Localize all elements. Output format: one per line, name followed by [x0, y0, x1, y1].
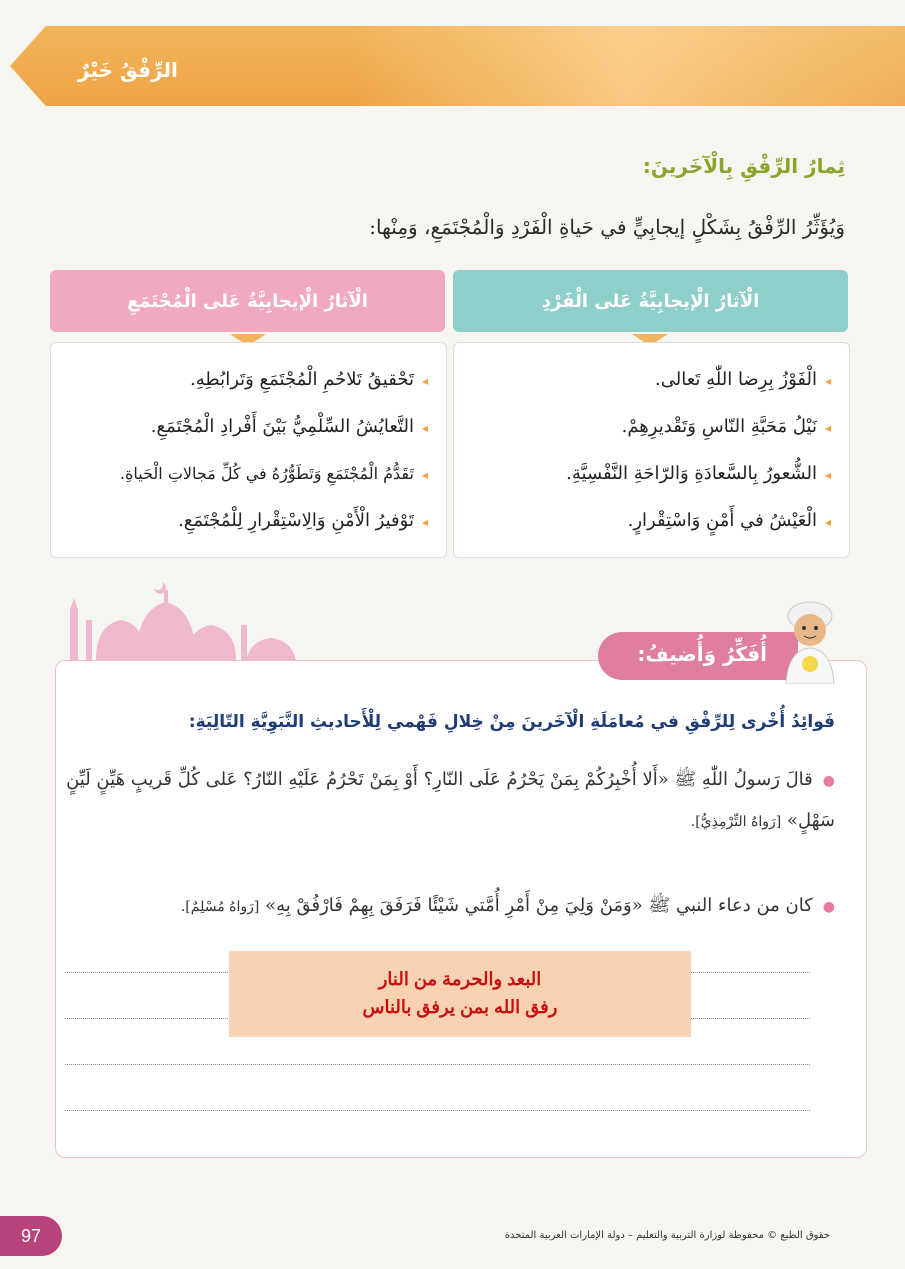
answer-text-2: رفق الله بمن يرفق بالناس [362, 997, 558, 1017]
answer-text-1: البعد والحرمة من النار [378, 969, 542, 989]
answer-box[interactable] [229, 951, 691, 1037]
individual-heading [453, 270, 848, 332]
bullet-icon: ◂ [421, 421, 428, 435]
bullet-icon: ◂ [824, 515, 831, 529]
bullet-icon: ◂ [824, 374, 831, 388]
list-item: ◂الْفَوْزُ بِرِضا اللّٰهِ تَعالى. [655, 369, 831, 390]
list-item: ◂الْعَيْشُ في أَمْنٍ وَاسْتِقْرارٍ. [627, 510, 831, 531]
copyright-note: حقوق الطبع © محفوظة لوزارة التربية والتعليم – دولة الإمارات العربية المتحدة [504, 1230, 830, 1241]
bullet-icon: ◂ [421, 515, 428, 529]
bullet-icon: ◂ [824, 421, 831, 435]
list-item: ◂الشُّعورُ بِالسَّعادَةِ وَالرّاحَةِ النَّفْسِيَّةِ. [566, 463, 831, 484]
society-box [50, 342, 447, 558]
bullet-icon: ● [822, 773, 835, 789]
page-number: 97 [0, 1216, 62, 1256]
individual-box [453, 342, 850, 558]
list-item: ◂تَقَدُّمُ الْمُجْتَمَعِ وَتَطَوُّرُهُ في كُلِّ مَجالاتِ الْحَياةِ. [119, 464, 428, 483]
hadith-1: ●قالَ رَسولُ اللّٰهِ ﷺ «أَلا أُخْبِرُكُمْ بِمَنْ يَحْرُمُ عَلَى النّارِ؟ أَوْ بِمَنْ تَحْرُمُ عَلَيْهِ النّارُ؟ عَلى كُلِّ قَريبٍ هَيِّنٍ لَيِّنٍ سَهْلٍ» [رَواهُ التِّرْمِذِيُّ]. [66, 769, 835, 831]
list-item: ◂تَحْقيقُ تَلاحُمِ الْمُجْتَمَعِ وَتَرابُطِهِ. [190, 369, 428, 390]
list-item: ◂التَّعايُشُ السِّلْمِيُّ بَيْنَ أَفْرادِ الْمُجْتَمَعِ. [150, 416, 428, 437]
answer-line [65, 1064, 810, 1065]
think-title: أُفَكِّرُ وَأُضيفُ: [637, 642, 767, 666]
bullet-icon: ◂ [421, 468, 428, 482]
section-title: ثِمارُ الرِّفْقِ بِالْآخَرينَ: [642, 154, 845, 178]
bullet-icon: ◂ [824, 468, 831, 482]
society-heading-label: الْآثارُ الْإيجابِيَّةُ عَلى الْمُجْتَمَعِ [127, 290, 368, 312]
list-item: ◂نَيْلُ مَحَبَّةِ النّاسِ وَتَقْديرِهِمْ. [621, 416, 831, 437]
answer-line [65, 1110, 810, 1111]
mosque-skyline-icon [66, 580, 306, 660]
page-title: الرِّفْقُ خَيْرٌ [78, 58, 178, 82]
hadith-2: ●كان من دعاء النبي ﷺ «وَمَنْ وَلِيَ مِنْ أَمْرِ أُمَّتي شَيْئًا فَرَفَقَ بِهِمْ فَارْفُقْ بِهِ» [رَواهُ مُسْلِمٌ]. [180, 895, 835, 916]
list-item: ◂تَوْفيرُ الْأَمْنِ وَالِاسْتِقْرارِ لِلْمُجْتَمَعِ. [178, 510, 428, 531]
society-heading [50, 270, 445, 332]
student-avatar-icon [770, 594, 850, 684]
bullet-icon: ● [822, 899, 835, 915]
individual-heading-label: الْآثارُ الْإيجابِيَّةُ عَلى الْفَرْدِ [541, 290, 760, 312]
intro-text: وَيُؤَثِّرُ الرِّفْقُ بِشَكْلٍ إيجابِيٍّ في حَياةِ الْفَرْدِ وَالْمُجْتَمَعِ، وَمِنْها: [369, 215, 845, 239]
think-question: فَوائِدُ أُخْرى لِلرِّفْقِ في مُعامَلَةِ الْآخَرينَ مِنْ خِلالِ فَهْمي لِلْأَحاديثِ النَّبَوِيَّةِ التّالِيَةِ: [188, 712, 835, 732]
bullet-icon: ◂ [421, 374, 428, 388]
